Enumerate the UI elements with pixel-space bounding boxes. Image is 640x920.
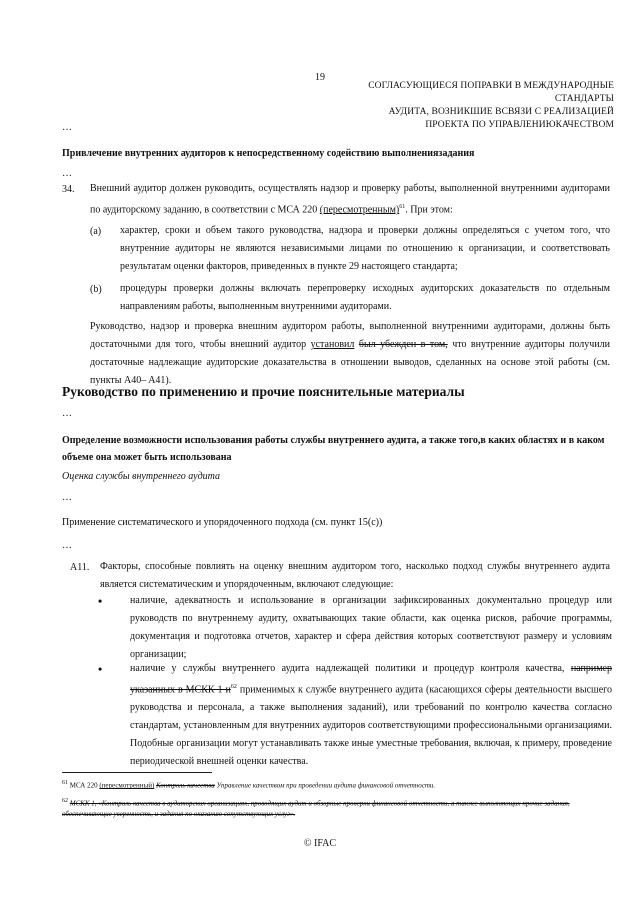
footnote-number: 62 (62, 798, 68, 804)
footnote-divider (62, 772, 212, 773)
ellipsis: … (62, 408, 72, 419)
section-heading: Привлечение внутренних аудиторов к непосредственному содействию выполнениязадания (62, 148, 475, 159)
header-line: ПРОЕКТА ПО УПРАВЛЕНИЮКАЧЕСТВОМ (425, 120, 614, 130)
footnote (62, 796, 614, 820)
ellipsis: … (62, 540, 72, 551)
footnote (62, 778, 612, 791)
italic-heading: Оценка службы внутреннего аудита (62, 471, 220, 482)
paragraph-34 (90, 180, 610, 219)
struck-text: например указанных в МСКК 1 и (130, 663, 612, 696)
page-footer: © IFAC (303, 838, 337, 849)
item-label: (b) (90, 284, 102, 295)
bullet-icon: • (98, 594, 103, 608)
paragraph-text: что внутренние аудиторы получили достаточные надлежащие аудиторские доказательства в отношении выводов, сделанных на основе этой работы (см. пункты A40– A41). (90, 339, 610, 386)
bullet-item: наличие, адекватность и использование в организации зафиксированных документально процедур или руководств по внутреннему аудиту, охватывающих такие области, как оценка рисков, рабочие программы, документация и подготовка отчетов, характер и сфера действия которых соответствуют размеру и условиям организации; (130, 595, 612, 660)
bullet-text: наличие у службы внутреннего аудита надлежащей политики и процедур контроля качества, (130, 663, 571, 674)
underlined-text: установил (310, 339, 355, 350)
page-number: 19 (315, 72, 325, 83)
header-line: СОГЛАСУЮЩИЕСЯ ПОПРАВКИ В МЕЖДУНАРОДНЫЕ СТАНДАРТЫ (368, 81, 614, 104)
footnote-text: МСА 220 (69, 781, 100, 790)
paragraph-34-closing (90, 318, 610, 390)
header-line: АУДИТА, ВОЗНИКШИЕ ВСВЯЗИ С РЕАЛИЗАЦИЕЙ (388, 107, 614, 117)
section-heading-large: Руководство по применению и прочие пояснительные материалы (62, 384, 465, 399)
struck-text: был убежден в том, (358, 339, 448, 350)
bullet-icon: • (98, 662, 103, 676)
ellipsis: … (62, 492, 72, 503)
ellipsis: … (62, 168, 72, 179)
item-label: (a) (90, 226, 102, 237)
paragraph-number: 34. (62, 184, 75, 195)
paragraph-text: . При этом: (405, 204, 453, 216)
bullet-item (130, 660, 612, 771)
subsection-heading: Определение возможности использования работы службы внутреннего аудита, а также того,в каких областях и в каком объеме она может быть использована (62, 435, 605, 463)
footnote-text: Управление качеством при проведении аудита финансовой отчетности. (214, 781, 436, 790)
paragraph-number: A11. (70, 562, 90, 573)
underlined-text: (пересмотренным) (319, 204, 400, 216)
underlined-text: (пересмотренный) (99, 781, 155, 790)
footnote-number: 61 (62, 780, 68, 786)
bullet-text: применимых к службе внутреннего аудита (касающихся сферы деятельности высшего руководства и персонала, а также выполнения заданий), или требований по контролю качества согласно стандартам, установленным для внутренних аудиторов соответствующими профессиональными организациями. Подобные организации могут устанавливать также иные уместные требования, включая, к примеру, проведение периодической внешней оценки качества. (130, 684, 612, 768)
footnote-ref: 61 (399, 204, 406, 210)
ellipsis: … (62, 122, 72, 133)
paragraph-text: Внешний аудитор должен руководить, осуществлять надзор и проверку работы, выполненной внутренними аудиторами по аудиторскому заданию, в соответствии с МСА 220 (90, 183, 610, 216)
plain-heading: Применение систематического и упорядоченного подхода (см. пункт 15(c)) (62, 517, 383, 528)
struck-text: МСКК 1, «Контроль качества в аудиторских организациях, проводящих аудит и обзорные проверки финансовой отчетности, а также выполняющих прочие задания, обеспечивающие уверенность, и задания по оказанию сопутствующих услуг». (62, 799, 570, 819)
footnote-ref: 62 (230, 684, 237, 690)
struck-text: Контроль качества (156, 781, 215, 790)
paragraph-text: Руководство, надзор и проверка внешним аудитором работы, выполненной внутренними аудиторами, должны быть достаточными для того, чтобы внешний аудитор (90, 321, 610, 350)
list-item: процедуры проверки должны включать перепроверку исходных аудиторских доказательств по отдельным направлениям работы, выполненным внутренними аудиторами. (120, 283, 610, 312)
list-item: характер, сроки и объем такого руководства, надзора и проверки должны определяться с учетом того, что внутренние аудиторы не являются независимыми лицами по отношению к организации, и соответствовать результатам оценки факторов, приведенных в пункте 29 настоящего стандарта; (120, 225, 610, 272)
running-header (314, 80, 614, 132)
paragraph-a11: Факторы, способные повлиять на оценку внешним аудитором того, насколько подход службы внутреннего аудита является систематическим и упорядоченным, включают следующие: (100, 561, 610, 590)
